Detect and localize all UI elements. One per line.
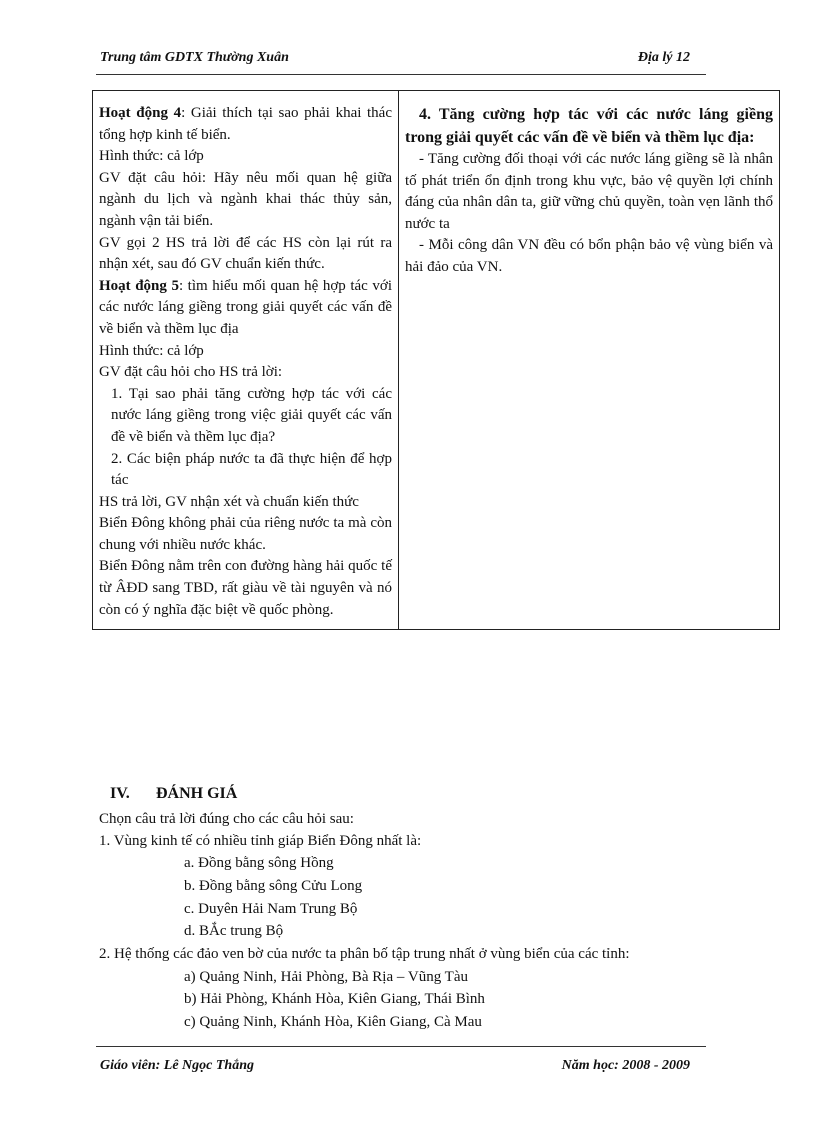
note-text-2: Biển Đông nằm trên con đường hàng hải quốc tế từ ÂĐD sang TBD, rất giàu về tài nguyên và nó còn có ý nghĩa đặc biệt về quốc phòng. (99, 558, 392, 618)
activity-5-text: : tìm hiểu mối quan hệ hợp tác với các nước láng giềng trong giải quyết các vấn đề về biển và thềm lục địa (99, 277, 392, 337)
sub-question-1: 1. Tại sao phải tăng cường hợp tác với các nước láng giềng trong việc giải quyết các vấn đề về biển và thềm lục địa? (111, 385, 392, 445)
header-school: Trung tâm GDTX Thường Xuân (100, 50, 289, 65)
page-footer (100, 1058, 700, 1078)
call-text-1: GV gọi 2 HS trả lời để các HS còn lại rút ra nhận xét, sau đó GV chuẩn kiến thức. (99, 234, 392, 273)
answer-text: HS trả lời, GV nhận xét và chuẩn kiến thức (99, 493, 359, 510)
content-title: 4. Tăng cường hợp tác với các nước láng giềng trong giải quyết các vấn đề về biển và thềm lục địa: (405, 106, 773, 146)
q2-option-c: c) Quảng Ninh, Khánh Hòa, Kiên Giang, Cà Mau (184, 1014, 482, 1030)
question-text-2: GV đặt câu hỏi cho HS trả lời: (99, 364, 283, 381)
page-header (100, 50, 700, 70)
activity-4-label: Hoạt động 4 (99, 105, 182, 121)
content-paragraph-2: - Mỗi công dân VN đều có bổn phận bảo vệ vùng biển và hải đảo của VN. (405, 237, 773, 275)
footer-teacher: Giáo viên: Lê Ngọc Thắng (100, 1058, 254, 1073)
footer-divider (96, 1046, 706, 1047)
q1-option-b: b. Đồng bằng sông Cửu Long (184, 878, 363, 894)
activity-5-label: Hoạt động 5 (99, 277, 179, 294)
section-intro: Chọn câu trả lời đúng cho các câu hỏi sau: (99, 811, 354, 827)
header-divider (96, 74, 706, 75)
content-paragraph-1: - Tăng cường đối thoại với các nước láng giềng sẽ là nhân tố phát triển ổn định trong khu vực, bảo vệ quyền lợi chính đáng của nhân dân ta, giữ vững chủ quyền, toàn vẹn lãnh thổ nước ta (405, 151, 773, 232)
content-column (399, 91, 780, 630)
q2-option-a: a) Quảng Ninh, Hải Phòng, Bà Rịa – Vũng Tàu (184, 969, 468, 985)
question-1: 1. Vùng kinh tế có nhiều tỉnh giáp Biển Đông nhất là: (99, 833, 422, 849)
question-text-1: GV đặt câu hỏi: Hãy nêu mối quan hệ giữa ngành du lịch và ngành khai thác thủy sản, ngành vận tải biển. (99, 169, 392, 229)
section-heading (110, 785, 237, 803)
q1-option-d: d. BẮc trung Bộ (184, 923, 284, 939)
activity-5 (99, 276, 392, 341)
lesson-table (92, 90, 780, 630)
section-number: IV. (110, 785, 130, 802)
section-title: ĐÁNH GIÁ (156, 785, 238, 802)
footer-year: Năm học: 2008 - 2009 (561, 1058, 690, 1073)
form-text-2: Hình thức: cả lớp (99, 342, 204, 359)
question-2: 2. Hệ thống các đảo ven bờ của nước ta phân bố tập trung nhất ở vùng biển của các tỉnh: (99, 946, 630, 962)
activities-column (93, 91, 399, 630)
header-subject: Địa lý 12 (637, 50, 690, 65)
q1-option-c: c. Duyên Hải Nam Trung Bộ (184, 901, 358, 917)
q1-option-a: a. Đồng bằng sông Hồng (184, 855, 334, 871)
sub-question-2: 2. Các biện pháp nước ta đã thực hiện để hợp tác (111, 450, 392, 489)
activity-4 (99, 103, 392, 146)
note-text-1: Biển Đông không phải của riêng nước ta mà còn chung với nhiều nước khác. (99, 515, 392, 553)
form-text-1: Hình thức: cả lớp (99, 148, 204, 165)
q2-option-b: b) Hải Phòng, Khánh Hòa, Kiên Giang, Thái Bình (184, 991, 485, 1007)
activity-4-text: : Giải thích tại sao phải khai thác tổng hợp kinh tế biển. (99, 105, 392, 143)
